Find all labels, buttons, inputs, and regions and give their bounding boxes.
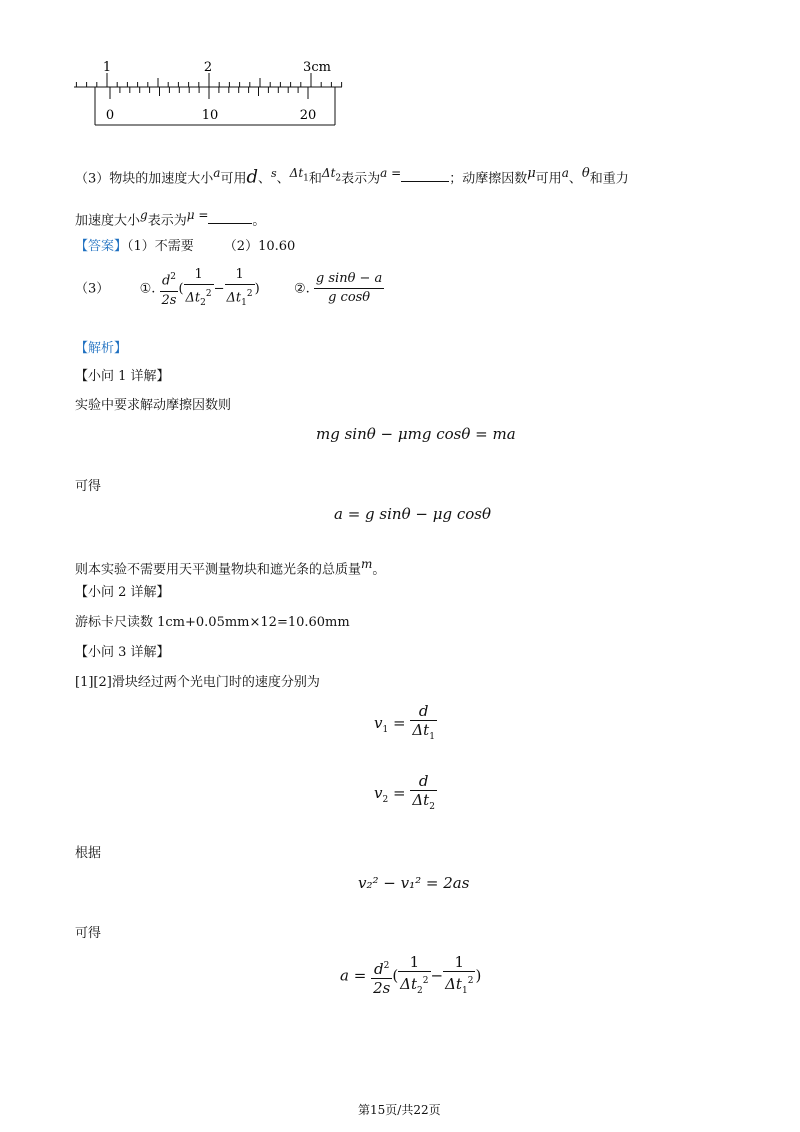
- answer-blank-mu: [208, 211, 252, 224]
- equation-a-final: a = $\frac{d^2}{2s}$ ( $\frac{1}{\Delta t_2^2}$ − $\frac{1}{\Delta t_1^2}$ ): [340, 953, 482, 997]
- var-dt2-symbol: Δt: [321, 166, 336, 180]
- q1-heading: 【小问 1 详解】: [75, 369, 170, 384]
- q1-conclusion-period: 。: [372, 562, 386, 578]
- q2-heading: 【小问 2 详解】: [75, 585, 170, 600]
- vernier-label-10: 10: [201, 108, 219, 123]
- main-label-3cm: 3cm: [303, 60, 331, 75]
- var-d: d: [246, 166, 258, 188]
- q1-conclusion: [75, 555, 385, 579]
- answer-part1: （1）不需要: [127, 239, 194, 254]
- answer-formula-a: $\frac{d^2}{2s}$: [160, 268, 179, 309]
- answer-part3-label: （3）: [75, 281, 110, 297]
- q3-text: [1][2]滑块经过两个光电门时的速度分别为: [75, 675, 320, 690]
- analysis-label: 【解析】: [75, 341, 128, 356]
- question-3-line2: [75, 206, 265, 230]
- var-mu: μ: [527, 166, 536, 181]
- answer-blank-a: [401, 169, 449, 182]
- mu-equals: μ =: [186, 208, 209, 222]
- kede-1: 可得: [75, 479, 102, 494]
- var-s: s: [271, 167, 277, 180]
- answer-frac-dt1: $\frac{1}{\Delta t_1^2}$: [226, 267, 253, 308]
- q3-text: 可用: [535, 171, 562, 187]
- equation-kinematics: v₂² − v₁² = 2as: [358, 874, 470, 892]
- var-m: m: [361, 557, 373, 571]
- q1-text: 实验中要求解动摩擦因数则: [75, 398, 232, 413]
- equation-v2: $v_2$ = $\frac{d}{\Delta t_2}$: [374, 772, 435, 812]
- vernier-label-20: 20: [299, 108, 317, 123]
- q3-text: 可用: [220, 171, 247, 187]
- page-footer: 第15页/共22页: [358, 1103, 441, 1117]
- q3-text: 和重力: [589, 171, 629, 187]
- var-g: g: [140, 208, 148, 222]
- var-a: a: [561, 166, 569, 180]
- q3-text: （3）物块的加速度大小: [75, 171, 214, 187]
- answer-circle2: ②.: [293, 281, 310, 297]
- var-a: a: [213, 166, 221, 180]
- equation-2: a = g sinθ − μg cosθ: [334, 505, 491, 523]
- main-scale: [74, 73, 342, 87]
- q3-text: ；动摩擦因数: [449, 171, 528, 187]
- kede-2: 可得: [75, 926, 102, 941]
- q3-text: 、: [257, 171, 271, 187]
- answer-label: 【答案】: [75, 239, 128, 254]
- q3-text: 表示为: [341, 171, 381, 187]
- genju: 根据: [75, 846, 102, 861]
- answer-part3: （3） ①. $\frac{d^2}{2s}$ ( $\frac{1}{\Delta t_2^2}$ − $\frac{1}{\Delta t_1^2}$ ) ②. $\frac{\text{g sinθ − a}}{\text{g cosθ}}$: [75, 266, 384, 312]
- answer-frac-dt2: $\frac{1}{\Delta t_2^2}$: [185, 267, 212, 308]
- q3-text: 、: [568, 171, 582, 187]
- vernier-label-0: 0: [105, 108, 115, 123]
- q3-text: 、: [276, 171, 290, 187]
- var-dt2: Δt2: [321, 166, 342, 184]
- q3-text: 加速度大小: [75, 213, 141, 229]
- main-label-1: 1: [102, 60, 112, 75]
- var-theta: θ: [581, 166, 590, 181]
- a-equals: a =: [380, 166, 402, 180]
- q2-text: 游标卡尺读数 1cm+0.05mm×12=10.60mm: [75, 615, 350, 630]
- equation-1: mg sinθ − μmg cosθ = ma: [316, 425, 516, 443]
- q3-text: 表示为: [147, 213, 187, 229]
- answer-line: [75, 238, 295, 256]
- q1-conclusion-text: 则本实验不需要用天平测量物块和遮光条的总质量: [75, 562, 362, 578]
- answer-formula-mu: $\frac{\text{g sinθ − a}}{\text{g cosθ}}$: [315, 271, 383, 306]
- equation-v1: $v_1$ = $\frac{d}{\Delta t_1}$: [374, 702, 435, 742]
- q3-text: 和: [308, 171, 322, 187]
- answer-circle1: ①.: [139, 281, 156, 297]
- var-dt1-symbol: Δt: [289, 166, 304, 180]
- question-3-line1: [75, 164, 629, 188]
- q3-text: 。: [252, 213, 266, 229]
- main-label-2: 2: [203, 60, 213, 75]
- answer-part2: （2）10.60: [223, 239, 296, 254]
- vernier-caliper-figure: [60, 55, 360, 130]
- var-dt1: Δt1: [289, 166, 309, 184]
- q3-heading: 【小问 3 详解】: [75, 645, 170, 660]
